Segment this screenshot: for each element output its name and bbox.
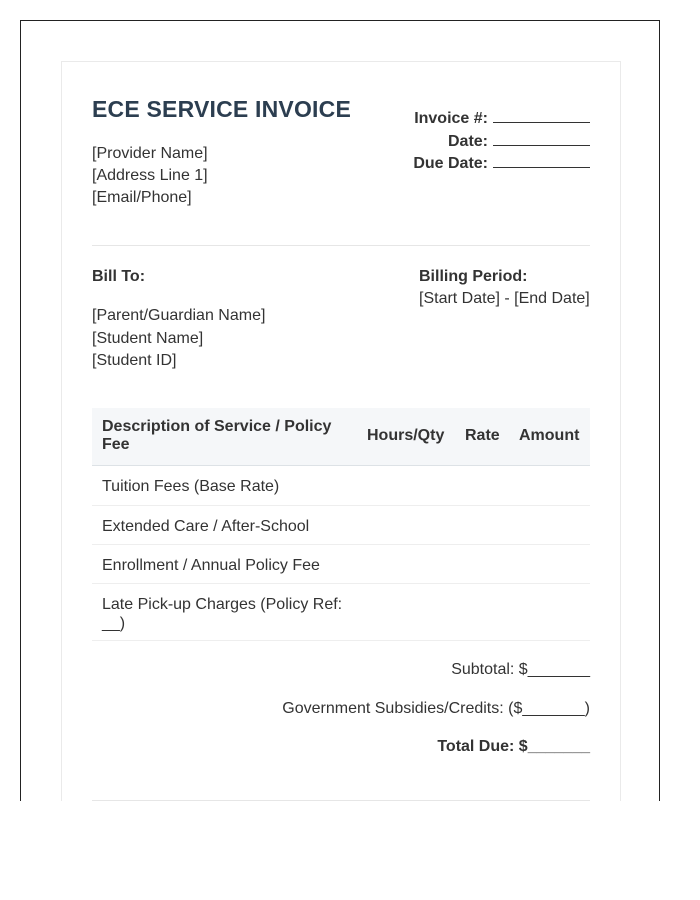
student-id: [Student ID] — [92, 352, 177, 369]
invoice-number-label: Invoice #: — [414, 110, 488, 127]
footer-divider — [92, 800, 590, 801]
credits-blank: _______ — [522, 700, 585, 717]
provider-info — [92, 143, 208, 209]
credits-close: ) — [584, 700, 590, 717]
table-header — [92, 408, 590, 466]
invoice-date-blank — [493, 131, 590, 146]
subtotal-line — [451, 661, 590, 679]
table-row — [92, 584, 590, 641]
total-due-blank: _______ — [527, 738, 590, 755]
row-description: Enrollment / Annual Policy Fee — [102, 557, 320, 574]
table-row — [92, 506, 590, 545]
table-row — [92, 545, 590, 584]
billing-period-heading: Billing Period: — [419, 268, 528, 285]
provider-address: [Address Line 1] — [92, 167, 208, 184]
services-table — [92, 408, 590, 641]
bill-to-heading: Bill To: — [92, 268, 146, 285]
invoice-date-label: Date: — [447, 132, 488, 150]
invoice-title: ECE SERVICE INVOICE — [92, 96, 352, 122]
row-description: Late Pick-up Charges (Policy Ref: __) — [102, 596, 343, 632]
billing-period-value: [Start Date] - [End Date] — [419, 290, 590, 307]
total-due-label: Total Due: $ — [437, 738, 528, 755]
bill-to-details — [92, 305, 265, 373]
header-amount: Amount — [519, 427, 580, 444]
header-hours-qty: Hours/Qty — [367, 427, 445, 444]
due-date-blank — [493, 153, 590, 168]
student-name: [Student Name] — [92, 329, 204, 347]
guardian-name: [Parent/Guardian Name] — [92, 307, 266, 324]
row-description: Tuition Fees (Base Rate) — [102, 478, 280, 495]
invoice-date-row — [413, 131, 590, 154]
total-due-line — [437, 738, 590, 756]
invoice-number-blank — [493, 108, 590, 123]
header-rate: Rate — [465, 427, 500, 444]
header-description: Description of Service / Policy Fee — [102, 418, 332, 453]
due-date-row — [413, 153, 590, 176]
invoice-number-row — [413, 108, 590, 131]
row-description: Extended Care / After-School — [102, 518, 310, 535]
subtotal-blank: _______ — [527, 661, 590, 678]
invoice-meta — [413, 108, 590, 176]
provider-name: [Provider Name] — [92, 145, 208, 162]
provider-contact: [Email/Phone] — [92, 189, 192, 206]
divider — [92, 245, 590, 246]
credits-line — [282, 700, 590, 718]
subtotal-label: Subtotal: $ — [451, 661, 528, 678]
credits-label: Government Subsidies/Credits: ($ — [282, 700, 523, 717]
due-date-label: Due Date: — [413, 155, 488, 172]
table-row — [92, 466, 590, 506]
